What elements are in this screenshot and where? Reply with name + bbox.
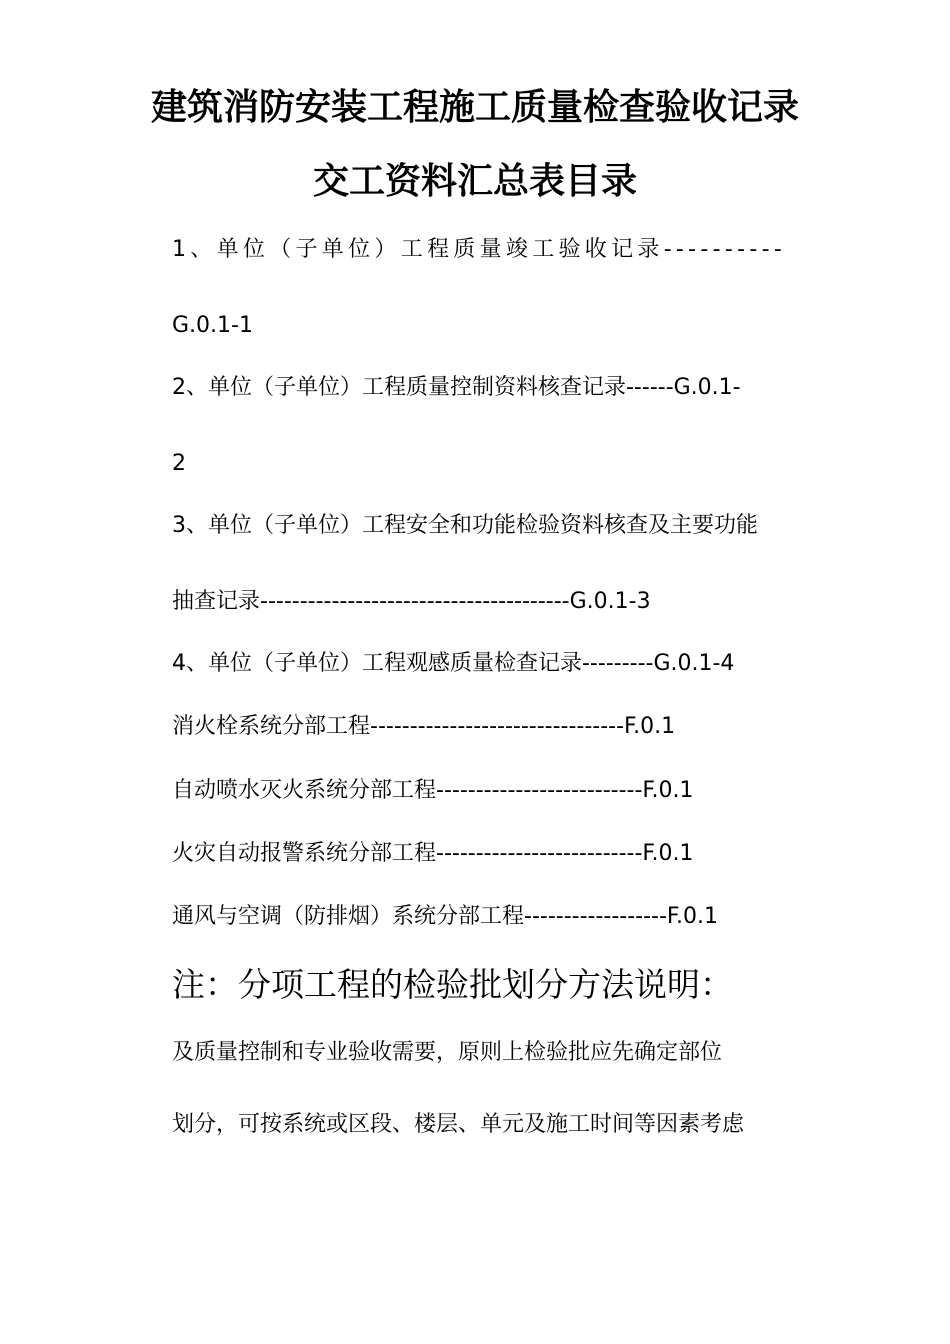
toc-entry-ventilation: 通风与空调（防排烟）系统分部工程------------------F.0.1 bbox=[172, 904, 718, 929]
note-paragraph-line-1: 及质量控制和专业验收需要，原则上检验批应先确定部位 bbox=[172, 1040, 723, 1065]
toc-entry-1: 1、单位（子单位）工程质量竣工验收记录---------- bbox=[172, 237, 787, 262]
toc-entry-2: 2、单位（子单位）工程质量控制资料核查记录------G.0.1- bbox=[172, 375, 741, 400]
toc-entry-2-code: 2 bbox=[172, 451, 186, 476]
document-subtitle: 交工资料汇总表目录 bbox=[312, 161, 637, 202]
toc-entry-4: 4、单位（子单位）工程观感质量检查记录---------G.0.1-4 bbox=[172, 651, 735, 676]
toc-entry-sprinkler: 自动喷水灭火系统分部工程--------------------------F.0.1 bbox=[172, 778, 694, 803]
toc-entry-3-cont: 抽查记录---------------------------------------G.0.1-3 bbox=[172, 589, 651, 614]
toc-entry-3: 3、单位（子单位）工程安全和功能检验资料核查及主要功能 bbox=[172, 513, 758, 538]
toc-entry-1-code: G.0.1-1 bbox=[172, 313, 253, 338]
toc-entry-hydrant: 消火栓系统分部工程--------------------------------F.0.1 bbox=[172, 714, 676, 739]
document-title: 建筑消防安装工程施工质量检查验收记录 bbox=[150, 87, 799, 128]
note-paragraph-line-2: 划分，可按系统或区段、楼层、单元及施工时间等因素考虑 bbox=[172, 1112, 745, 1137]
toc-entry-fire-alarm: 火灾自动报警系统分部工程--------------------------F.0.1 bbox=[172, 841, 694, 866]
note-heading: 注：分项工程的检验批划分方法说明： bbox=[172, 965, 733, 1004]
